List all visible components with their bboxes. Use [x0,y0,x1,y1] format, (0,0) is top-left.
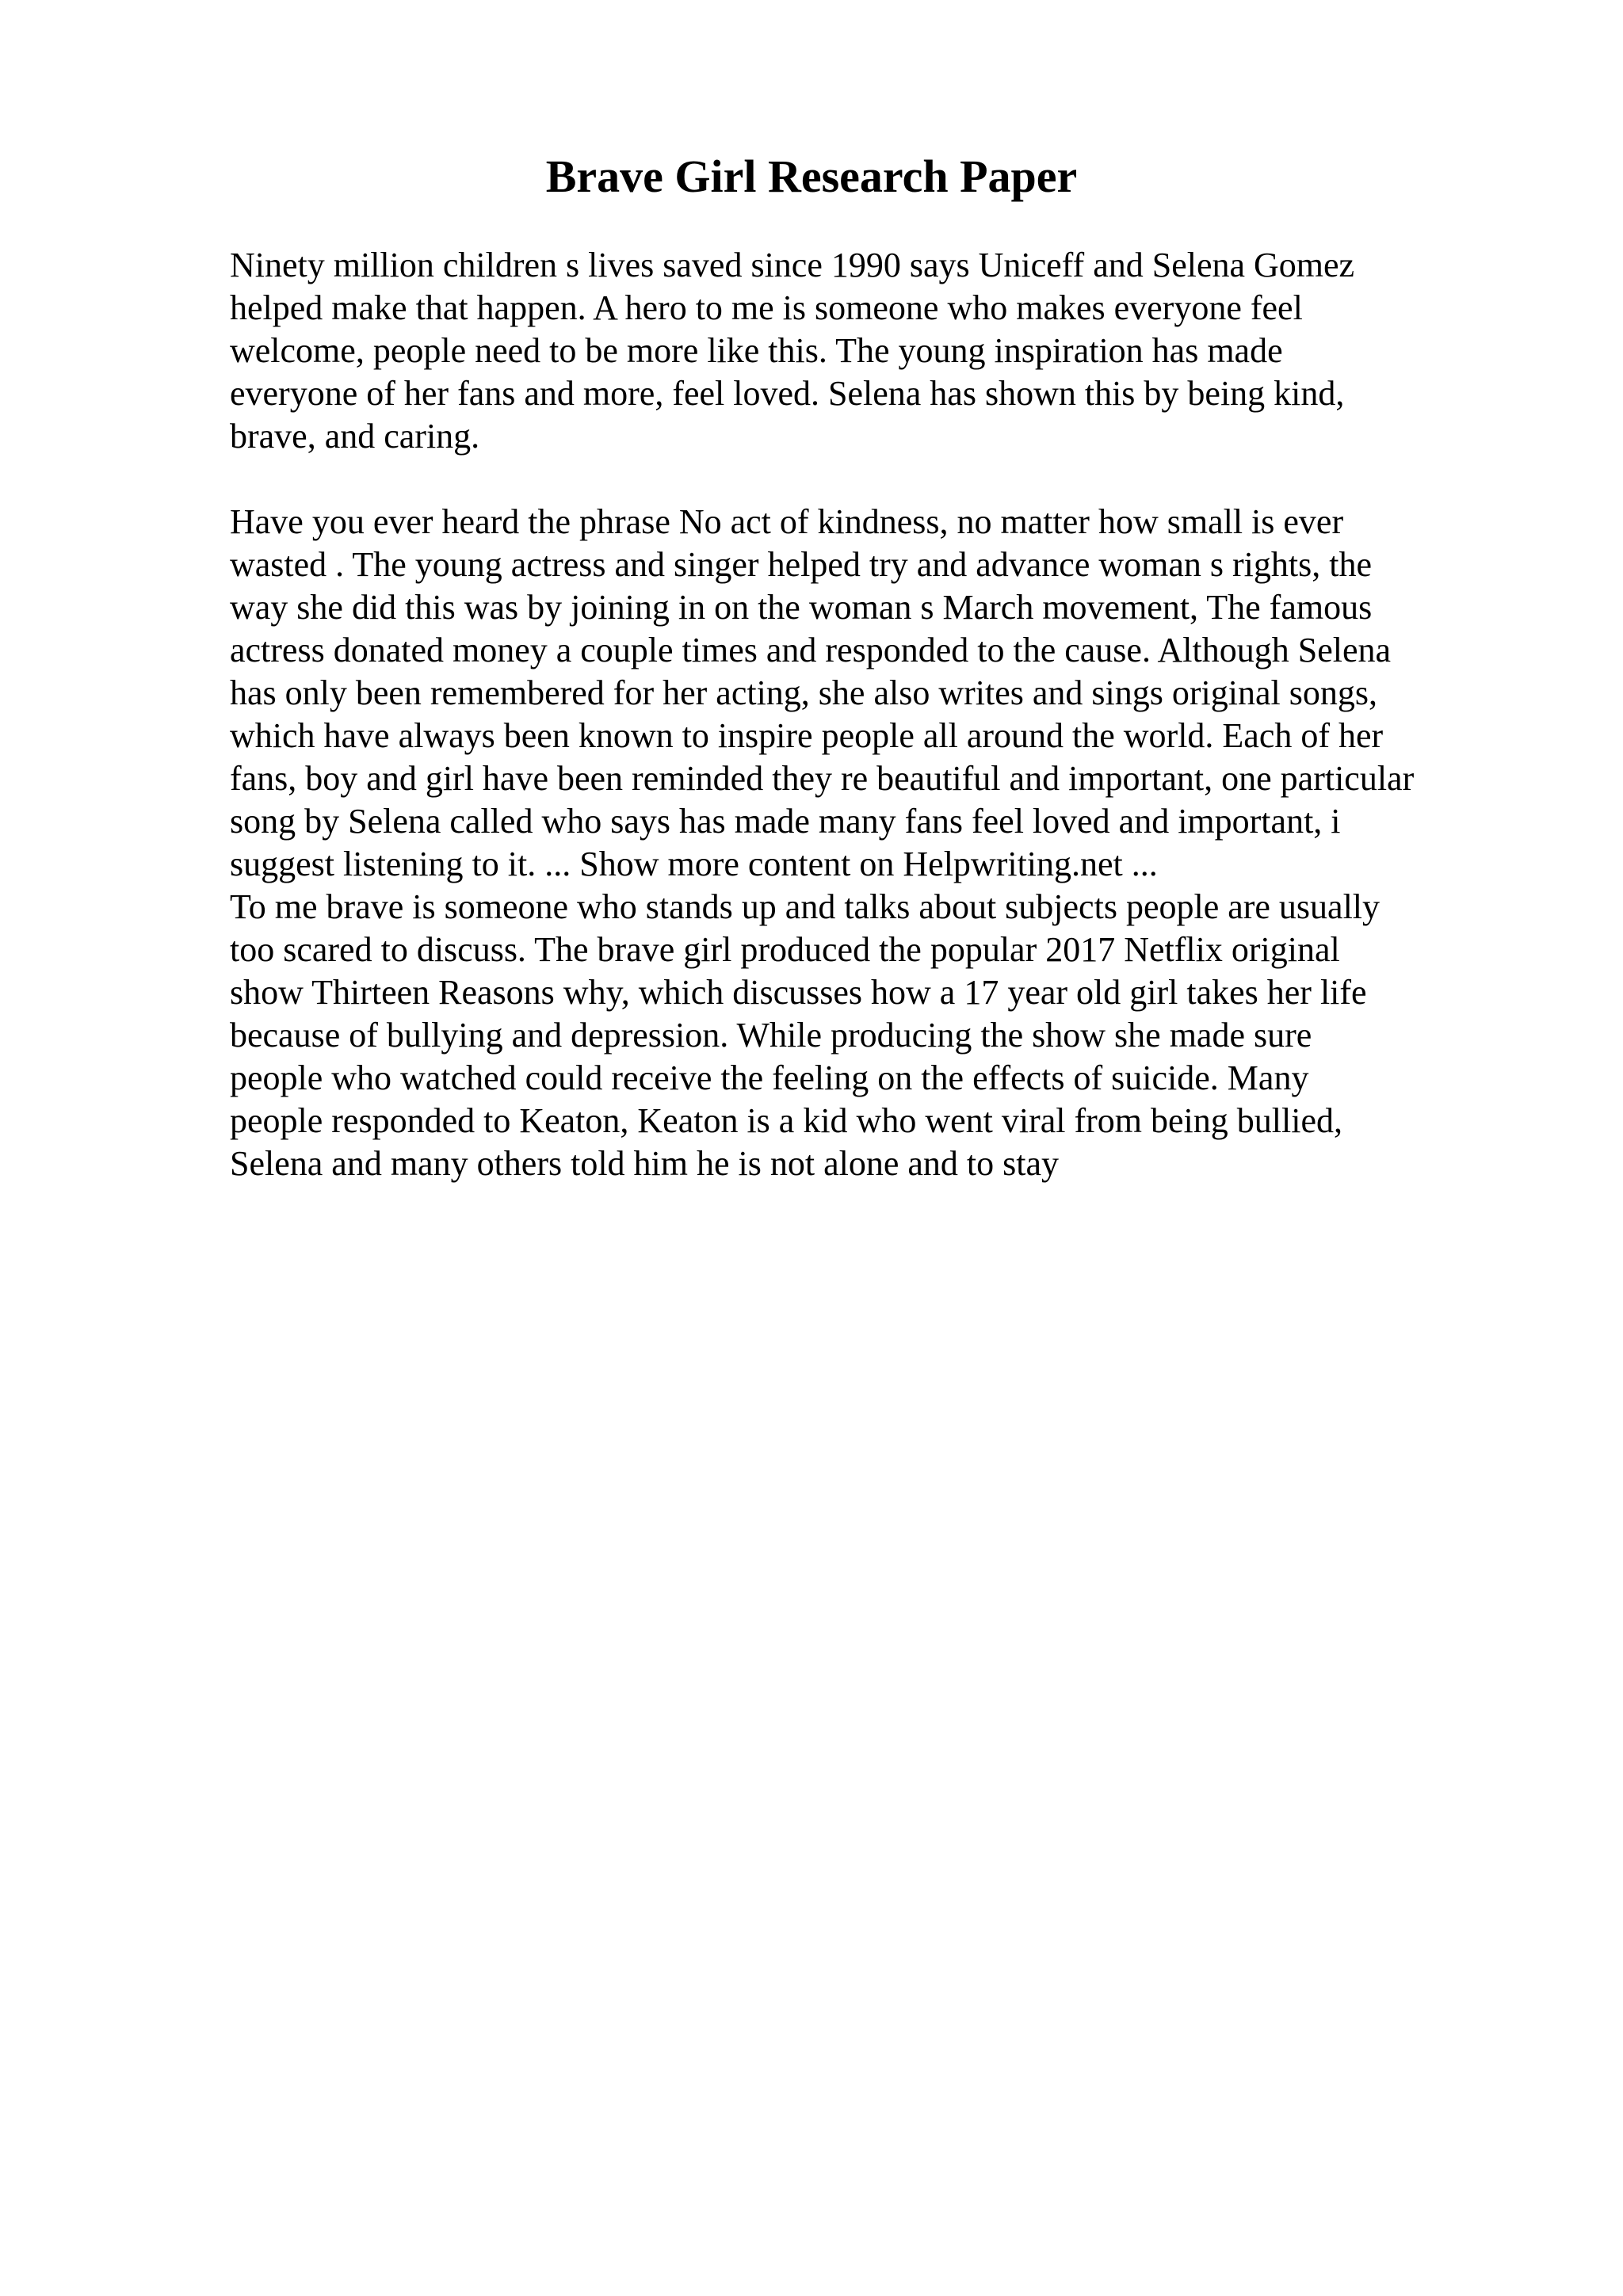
paragraph-line: welcome, people need to be more like this. The young inspiration has made [230,331,1283,370]
paragraph-2 [230,501,1498,886]
paragraph-line: Ninety million children s lives saved since 1990 says Uniceff and Selena Gomez [230,246,1355,284]
paragraph-spacer [230,458,1498,501]
paragraph-line: brave, and caring. [230,417,480,456]
paragraph-line: suggest listening to it. ... Show more content on Helpwriting.net ... [230,845,1158,883]
paragraph-line: has only been remembered for her acting, she also writes and sings original songs, [230,673,1377,712]
paragraph-line: people responded to Keaton, Keaton is a kid who went viral from being bullied, [230,1101,1342,1140]
paragraph-line: wasted . The young actress and singer helped try and advance woman s rights, the [230,545,1372,584]
paragraph-line: Have you ever heard the phrase No act of kindness, no matter how small is ever [230,502,1344,541]
paragraph-line: Selena and many others told him he is not alone and to stay [230,1144,1060,1183]
paragraph-line: fans, boy and girl have been reminded they re beautiful and important, one particular [230,759,1415,798]
paragraph-line: too scared to discuss. The brave girl produced the popular 2017 Netflix original [230,930,1340,969]
paragraph-line: everyone of her fans and more, feel loved. Selena has shown this by being kind, [230,374,1345,413]
paragraph-1 [230,244,1498,458]
paragraph-line: people who watched could receive the feeling on the effects of suicide. Many [230,1058,1309,1097]
document-body [230,244,1498,1185]
paragraph-line: To me brave is someone who stands up and talks about subjects people are usually [230,887,1381,926]
paragraph-line: helped make that happen. A hero to me is someone who makes everyone feel [230,288,1303,327]
document-title: Brave Girl Research Paper [545,151,1078,202]
paragraph-3 [230,886,1498,1185]
paragraph-line: way she did this was by joining in on the woman s March movement, The famous [230,588,1373,627]
paragraph-line: which have always been known to inspire people all around the world. Each of her [230,716,1384,755]
paragraph-line: because of bullying and depression. While producing the show she made sure [230,1016,1312,1055]
paragraph-line: show Thirteen Reasons why, which discusses how a 17 year old girl takes her life [230,973,1367,1012]
paragraph-line: actress donated money a couple times and responded to the cause. Although Selena [230,631,1392,669]
paragraph-line: song by Selena called who says has made many fans feel loved and important, i [230,802,1341,841]
